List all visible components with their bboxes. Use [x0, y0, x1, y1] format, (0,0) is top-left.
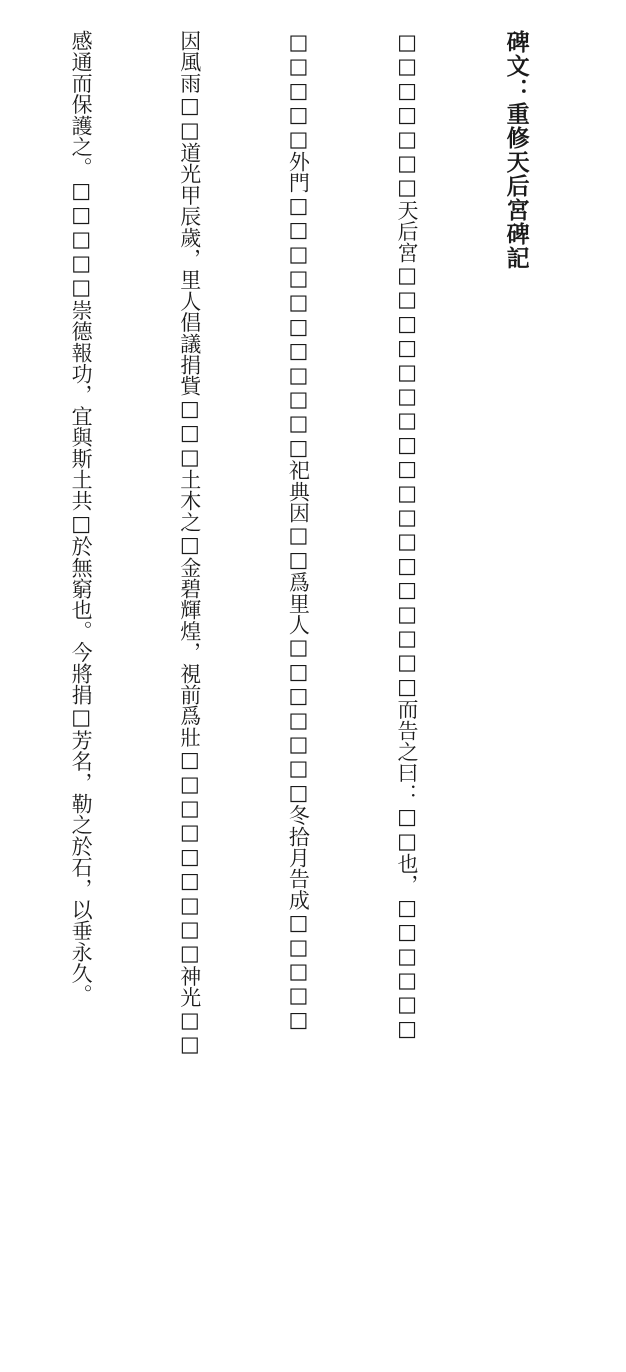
inscription-heading: 碑文：重修天后宮碑記 — [502, 30, 529, 270]
inscription-column-2: □□□□□外門□□□□□□□□□□□祀典因□□爲里人□□□□□□□冬拾月告成□□□□□ — [286, 30, 311, 1032]
stele-inscription — [0, 30, 606, 1360]
inscription-column-3: 因風雨□□道光甲辰歲，里人倡議捐貲□□□土木之□金碧輝煌，視前爲壯□□□□□□□□□神光□□ — [177, 30, 202, 1057]
inscription-column-1: □□□□□□□天后宮□□□□□□□□□□□□□□□□□□而告之曰：□□也，□□□□□□ — [394, 30, 419, 1041]
inscription-column-4: 感通而保護之。□□□□□崇德報功，宜與斯土共□於無窮也。今將捐□芳名，勒之於石，以垂永久。 — [69, 30, 94, 1005]
